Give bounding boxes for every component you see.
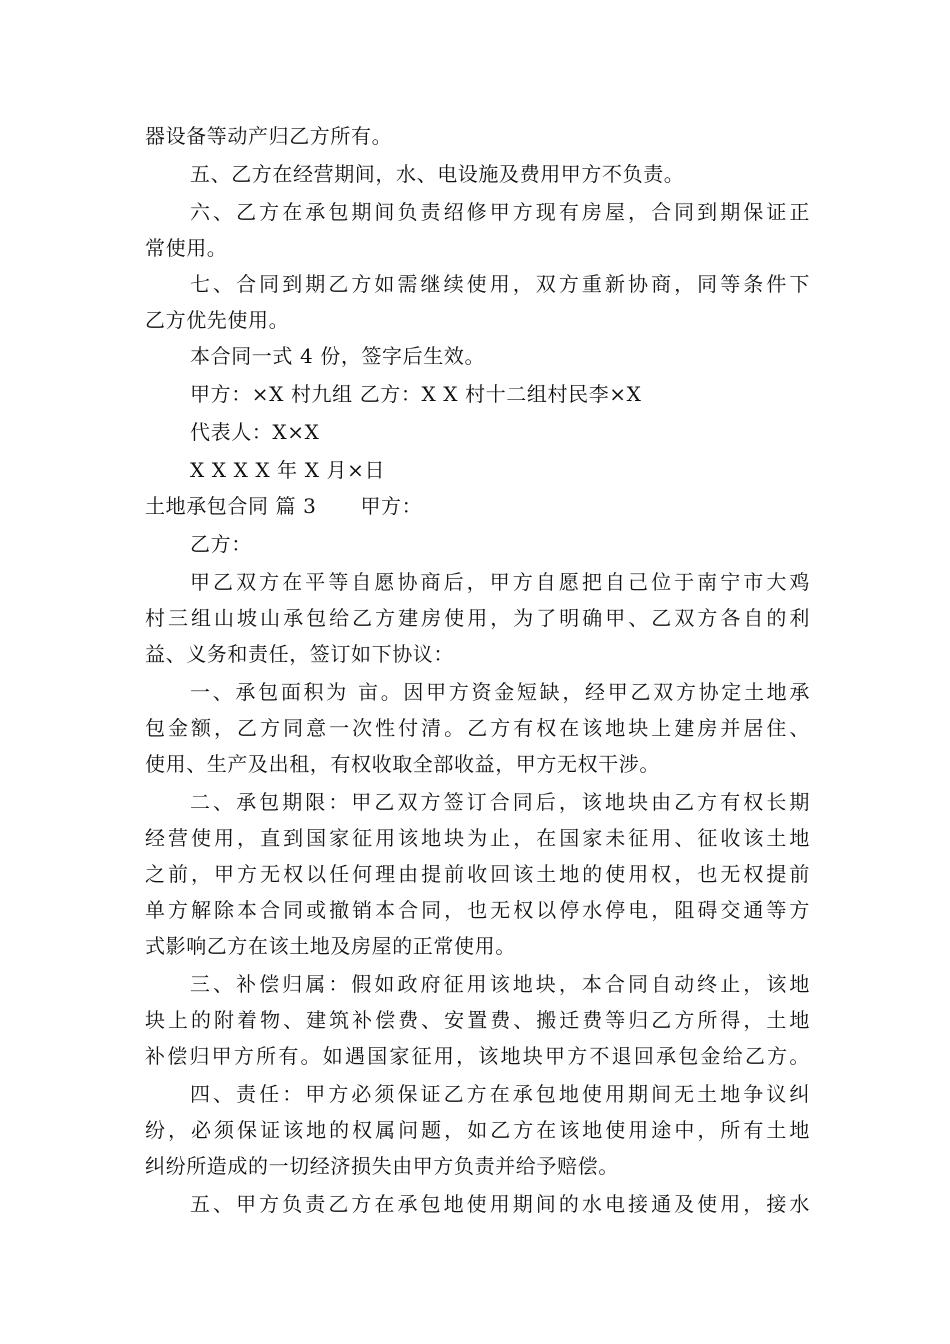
section-title: 土地承包合同 篇 3 (145, 494, 317, 518)
clause-2-line: 二、承包期限：甲乙双方签订合同后，该地块由乙方有权长期 (190, 790, 810, 814)
clause-2-line: 式影响乙方在该土地及房屋的正常使用。 (145, 934, 516, 958)
clause-2-line: 单方解除本合同或撤销本合同，也无权以停水停电，阻碍交通等方 (145, 898, 810, 922)
section-heading-line (145, 492, 810, 520)
clause-5-line: 五、乙方在经营期间，水、电设施及费用甲方不负责。 (190, 162, 685, 186)
copies-line: 本合同一式 4 份，签字后生效。 (190, 344, 486, 368)
clause-5b-line: 五、甲方负责乙方在承包地使用期间的水电接通及使用，接水 (190, 1192, 810, 1216)
clause-4-line: 纠纷所造成的一切经济损失由甲方负责并给予赔偿。 (145, 1154, 619, 1178)
clause-6-line: 六、乙方在承包期间负责绍修甲方现有房屋，合同到期保证正 (190, 200, 810, 224)
clause-2-line: 之前，甲方无权以任何理由提前收回该土地的使用权，也无权提前 (145, 862, 810, 886)
party-a-label: 甲方： (360, 494, 423, 518)
paragraph-line: 器设备等动产归乙方所有。 (145, 124, 393, 148)
intro-line: 益、义务和责任，签订如下协议： (145, 642, 454, 666)
intro-line: 村三组山坡山承包给乙方建房使用，为了明确甲、乙双方各自的利 (145, 606, 810, 630)
parties-line: 甲方：×X 村九组 乙方：X X 村十二组村民李×X (190, 382, 642, 406)
paragraph-line: 乙方优先使用。 (145, 308, 290, 332)
representative-line: 代表人：X×X (190, 420, 320, 444)
clause-3-line: 补偿归甲方所有。如遇国家征用，该地块甲方不退回承包金给乙方。 (145, 1044, 810, 1068)
clause-7-line: 七、合同到期乙方如需继续使用，双方重新协商，同等条件下 (190, 272, 810, 296)
paragraph-line: 常使用。 (145, 236, 228, 260)
clause-3-line: 块上的附着物、建筑补偿费、安置费、搬迁费等归乙方所得，土地 (145, 1008, 810, 1032)
clause-2-line: 经营使用，直到国家征用该地块为止，在国家未征用、征收该土地 (145, 826, 810, 850)
clause-1-line: 使用、生产及出租，有权收取全部收益，甲方无权干涉。 (145, 752, 660, 776)
clause-4-line: 纷，必须保证该地的权属问题，如乙方在该地使用途中，所有土地 (145, 1118, 810, 1142)
clause-4-line: 四、责任：甲方必须保证乙方在承包地使用期间无土地争议纠 (190, 1082, 810, 1106)
clause-1-line: 包金额，乙方同意一次性付清。乙方有权在该地块上建房并居住、 (145, 716, 810, 740)
party-b-label: 乙方： (190, 532, 252, 556)
date-line: X X X X 年 X 月×日 (190, 458, 386, 482)
clause-3-line: 三、补偿归属：假如政府征用该地块，本合同自动终止，该地 (190, 972, 810, 996)
clause-1-line: 一、承包面积为 亩。因甲方资金短缺，经甲乙双方协定土地承 (190, 680, 810, 704)
intro-line: 甲乙双方在平等自愿协商后，甲方自愿把自己位于南宁市大鸡 (190, 570, 810, 594)
